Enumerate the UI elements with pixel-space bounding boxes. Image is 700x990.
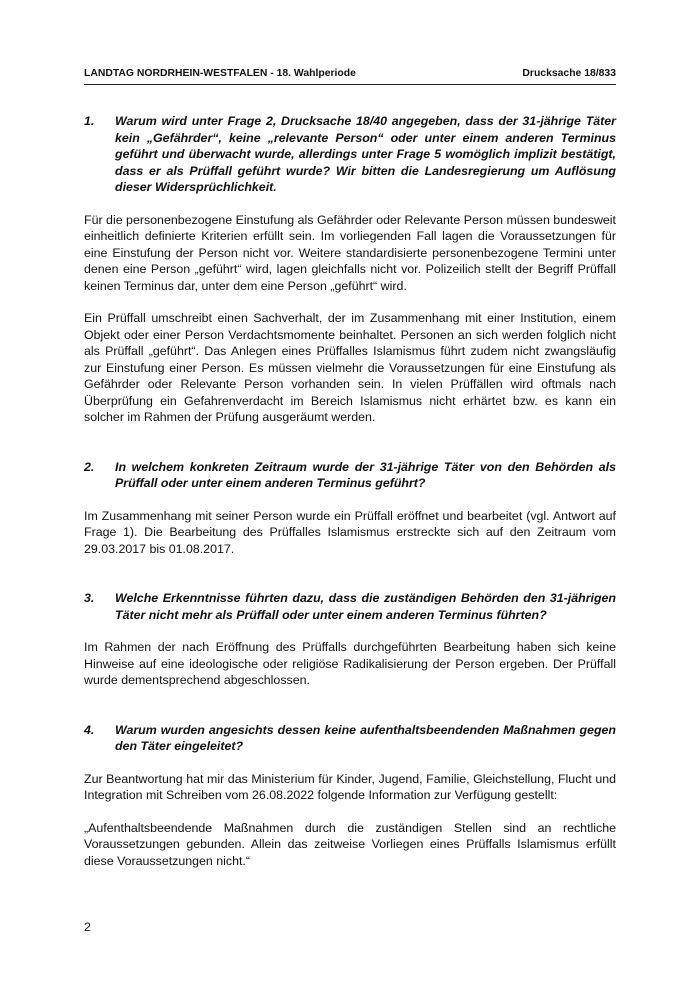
page-number: 2 [84, 920, 91, 934]
question-3 [84, 590, 616, 623]
answer-4-quote: „Aufenthaltsbeendende Maßnahmen durch die zuständigen Stellen sind an rechtliche Voraussetzungen gebunden. Allein das zeitweise Vorliegen eines Prüffalls Islamismus erfüllt diese Voraussetzungen nicht.“ [84, 820, 616, 868]
question-4 [84, 722, 616, 755]
question-number: 1. [84, 114, 95, 128]
question-text: Warum wurden angesichts dessen keine aufenthaltsbeendenden Maßnahmen gegen den Täter eingeleitet? [115, 722, 616, 753]
question-number: 4. [84, 722, 95, 737]
answer-1-paragraph-1: Für die personenbezogene Einstufung als Gefährder oder Relevante Person müssen bundesweit einheitlich definierte Kriterien erfüllt sein. Im vorliegenden Fall lagen die Voraussetzungen für eine Einstufung der Person nicht vor. Weitere standardisierte personenbezogene Termini unter denen eine Person „geführt“ wird, lagen gleichfalls nicht vor. Polizeilich stellt der Begriff Prüffall keinen Terminus dar, unter dem eine Person „geführt“ wird. [84, 212, 616, 293]
document-body [84, 113, 616, 869]
question-number: 3. [84, 591, 95, 605]
question-text: Warum wird unter Frage 2, Drucksache 18/40 angegeben, dass der 31-jährige Täter kein „Gefährder“, keine „relevante Person“ oder unter einem anderen Terminus geführt und überwacht wurde, allerdings unter Frage 5 womöglich implizit bestätigt, dass er als Prüffall geführt wurde? Wir bitten die Landesregierung um Auflösung dieser Widersprüchlichkeit. [115, 114, 616, 194]
header-document-number: Drucksache 18/833 [522, 68, 616, 79]
answer-3-paragraph-1: Im Rahmen der nach Eröffnung des Prüffalls durchgeführten Bearbeitung haben sich keine Hinweise auf eine ideologische oder religiöse Radikalisierung der Person ergeben. Der Prüffall wurde dementsprechend abgeschlossen. [84, 640, 616, 687]
page-header [84, 66, 616, 85]
answer-1-paragraph-2: Ein Prüffall umschreibt einen Sachverhalt, der im Zusammenhang mit einer Institution, einem Objekt oder einer Person Verdachtsmomente beinhaltet. Personen an sich werden folglich nicht als Prüffall „geführt“. Das Anlegen eines Prüffalles Islamismus führt zudem nicht zwangsläufig zur Einstufung einer Person. Es müssen vielmehr die Voraussetzungen für eine Einstufung als Gefährder oder Relevante Person vorhanden sein. In vielen Prüffällen wird oftmals nach Überprüfung ein Gefahrenverdacht im Bereich Islamismus nicht erhärtet bzw. es kann ein solcher im Rahmen der Prüfung ausgeräumt werden. [84, 311, 616, 424]
answer-2-paragraph-1: Im Zusammenhang mit seiner Person wurde ein Prüffall eröffnet und bearbeitet (vgl. Antwort auf Frage 1). Die Bearbeitung des Prüffalles Islamismus erstreckte sich auf den Zeitraum vom 29.03.2017 bis 01.08.2017. [84, 508, 616, 556]
question-1 [84, 113, 616, 196]
header-title: LANDTAG NORDRHEIN-WESTFALEN - 18. Wahlperiode [84, 68, 356, 79]
question-text: In welchem konkreten Zeitraum wurde der 31-jährige Täter von den Behörden als Prüffall oder unter einem anderen Terminus geführt? [115, 459, 616, 490]
answer-4-paragraph-1: Zur Beantwortung hat mir das Ministerium für Kinder, Jugend, Familie, Gleichstellung, Flucht und Integration mit Schreiben vom 26.08.2022 folgende Information zur Verfügung gestellt: [84, 771, 616, 802]
question-number: 2. [84, 459, 95, 474]
question-2 [84, 459, 616, 492]
question-text: Welche Erkenntnisse führten dazu, dass die zuständigen Behörden den 31-jährigen Täter nicht mehr als Prüffall oder unter einem anderen Terminus führten? [115, 591, 616, 622]
